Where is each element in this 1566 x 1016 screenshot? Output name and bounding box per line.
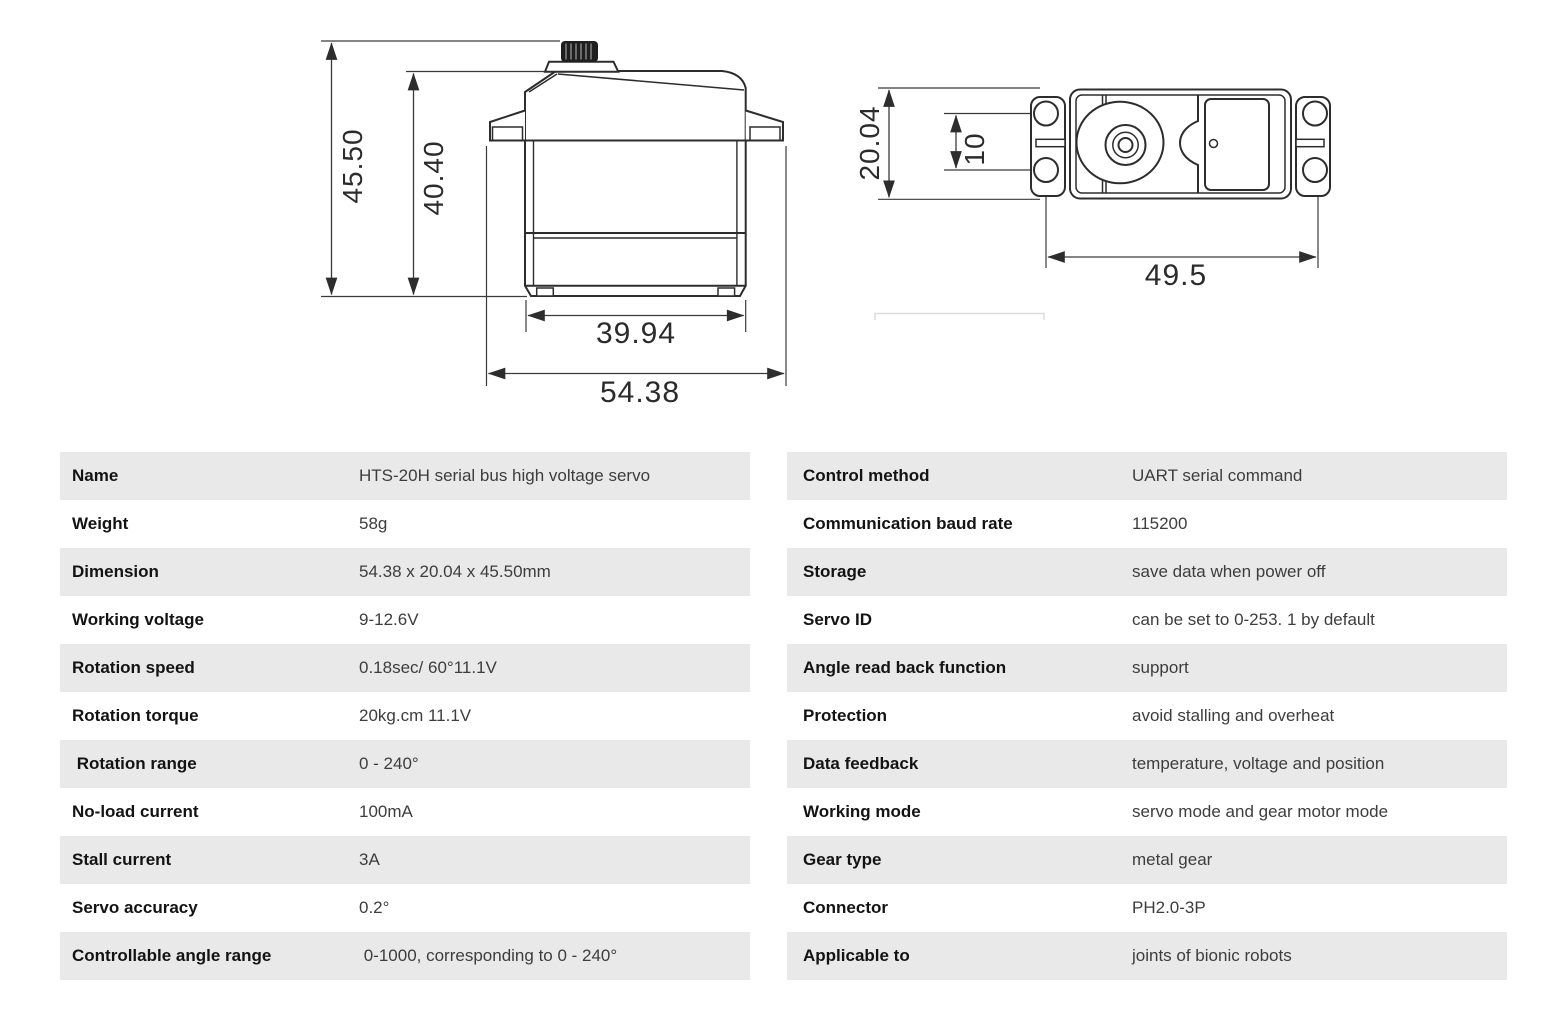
spec-label: Servo accuracy — [72, 898, 198, 917]
spec-value: 115200 — [1132, 514, 1188, 533]
spec-value: save data when power off — [1132, 562, 1326, 581]
spec-value: 9-12.6V — [359, 610, 419, 629]
spec-label: Rotation speed — [72, 658, 195, 677]
table-row — [787, 452, 1507, 500]
spec-value: PH2.0-3P — [1132, 898, 1206, 917]
dim-height-total-label: 45.50 — [337, 128, 368, 204]
spec-label: Working voltage — [72, 610, 204, 629]
table-row — [60, 740, 750, 788]
table-row — [787, 740, 1507, 788]
dim-height-body-label: 40.40 — [418, 140, 449, 216]
spec-value: metal gear — [1132, 850, 1213, 869]
spec-label: Rotation torque — [72, 706, 199, 725]
spec-label: Storage — [803, 562, 867, 581]
spec-label: Control method — [803, 466, 930, 485]
spec-table-right — [787, 452, 1507, 980]
table-row — [787, 932, 1507, 980]
spec-label: Dimension — [72, 562, 159, 581]
spec-value: UART serial command — [1132, 466, 1303, 485]
spec-value: 3A — [359, 850, 380, 869]
table-row — [787, 644, 1507, 692]
spec-value: 58g — [359, 514, 388, 533]
table-row — [787, 596, 1507, 644]
spec-value: avoid stalling and overheat — [1132, 706, 1335, 725]
table-row — [60, 596, 750, 644]
table-row — [787, 692, 1507, 740]
table-row — [787, 884, 1507, 932]
table-row — [787, 836, 1507, 884]
spec-label: Applicable to — [803, 946, 910, 965]
table-row — [60, 836, 750, 884]
dim-depth-label: 20.04 — [854, 105, 885, 181]
dim-width-bottom-label: 39.94 — [595, 317, 677, 350]
spec-label: Working mode — [803, 802, 921, 821]
spec-label: Name — [72, 466, 119, 485]
front-view-drawing — [321, 41, 786, 386]
table-row — [60, 884, 750, 932]
dim-hole-span-label: 49.5 — [1144, 259, 1208, 292]
spec-label: Angle read back function — [803, 658, 1007, 677]
dim-width-total-label: 54.38 — [599, 376, 681, 409]
knurled-knob — [561, 41, 598, 62]
table-row — [60, 548, 750, 596]
table-row — [60, 788, 750, 836]
table-row — [787, 788, 1507, 836]
table-row — [60, 692, 750, 740]
table-row — [60, 452, 750, 500]
technical-drawings — [0, 0, 1566, 440]
spec-label: Stall current — [72, 850, 172, 869]
spec-label: Protection — [803, 706, 888, 725]
top-view-drawing — [875, 88, 1330, 320]
spec-label: Gear type — [803, 850, 882, 869]
spec-value: 20kg.cm 11.1V — [359, 706, 472, 725]
spec-value: 54.38 x 20.04 x 45.50mm — [359, 562, 551, 581]
spec-label: Servo ID — [803, 610, 872, 629]
table-row — [60, 932, 750, 980]
spec-value: servo mode and gear motor mode — [1132, 802, 1389, 821]
spec-value: 0-1000, corresponding to 0 - 240° — [359, 946, 618, 965]
spec-label: Weight — [72, 514, 129, 533]
spec-label: Rotation range — [72, 754, 197, 773]
spec-label: Communication baud rate — [803, 514, 1013, 533]
table-row — [60, 644, 750, 692]
spec-value: support — [1132, 658, 1189, 677]
spec-label: Controllable angle range — [72, 946, 272, 965]
spec-value: can be set to 0-253. 1 by default — [1132, 610, 1375, 629]
spec-table-left — [60, 452, 750, 980]
spec-value: temperature, voltage and position — [1132, 754, 1385, 773]
spec-label: Data feedback — [803, 754, 919, 773]
table-row — [60, 500, 750, 548]
dim-hole-spacing-label: 10 — [959, 132, 990, 166]
spec-label: No-load current — [72, 802, 199, 821]
spec-value: HTS-20H serial bus high voltage servo — [359, 466, 651, 485]
table-row — [787, 548, 1507, 596]
spec-label: Connector — [803, 898, 888, 917]
spec-value: 100mA — [359, 802, 413, 821]
spec-value: 0 - 240° — [359, 754, 419, 773]
spec-value: 0.18sec/ 60°11.1V — [359, 658, 497, 677]
spec-value: 0.2° — [359, 898, 390, 917]
spec-value: joints of bionic robots — [1132, 946, 1292, 965]
table-row — [787, 500, 1507, 548]
